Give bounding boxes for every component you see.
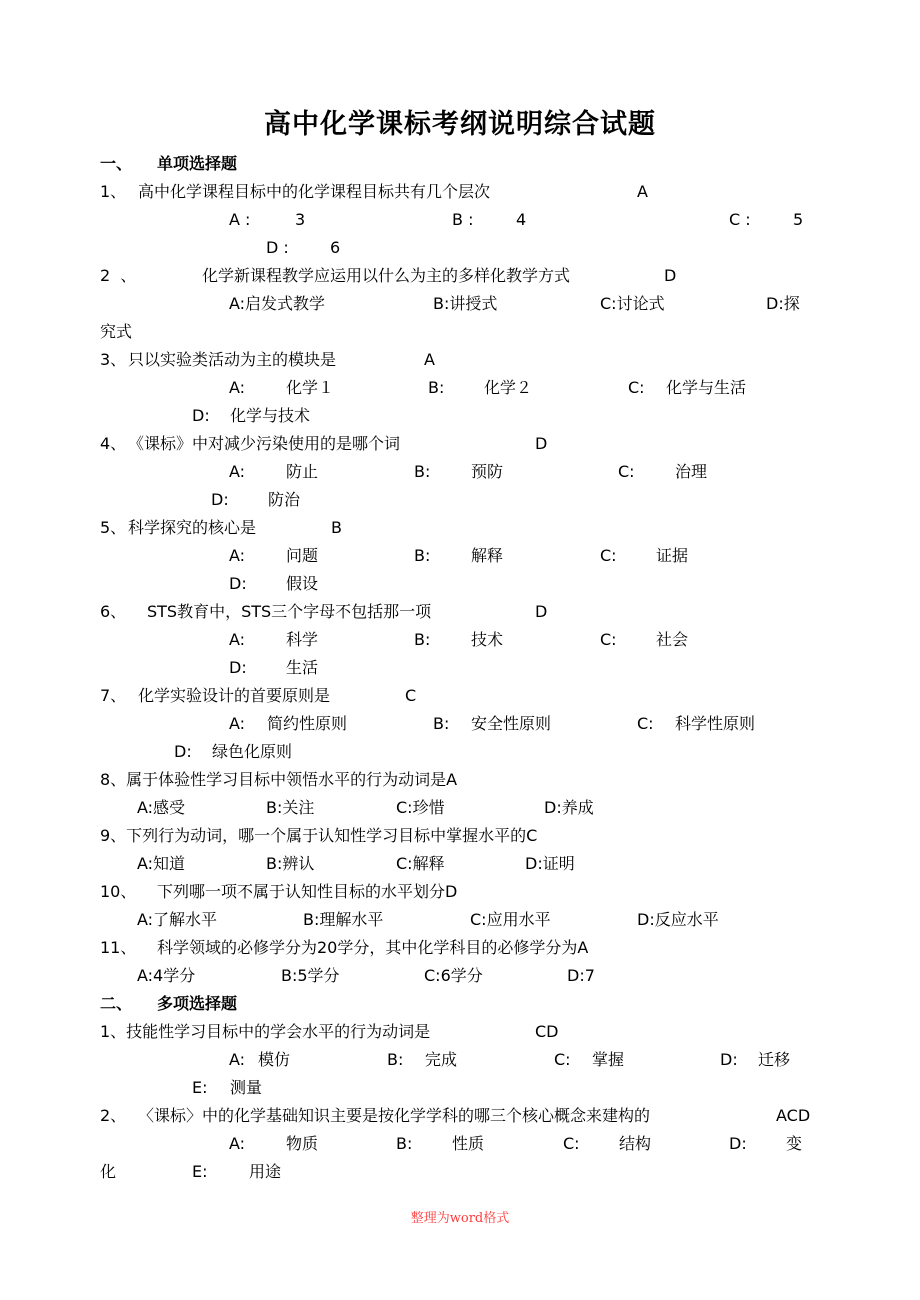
m2-option-b-value: 性质 bbox=[452, 1134, 485, 1153]
m2-text: 〈课标〉中的化学基础知识主要是按化学学科的哪三个核心概念来建构的 bbox=[138, 1106, 651, 1125]
q5-option-c-value: 证据 bbox=[656, 546, 689, 565]
q2-number: 2 、 bbox=[100, 266, 137, 285]
m1-option-e-value: 测量 bbox=[230, 1078, 263, 1097]
m2-option-d-label: D: bbox=[729, 1134, 747, 1153]
q1-option-a-value: 3 bbox=[295, 210, 306, 229]
q3-option-a-label: A: bbox=[229, 378, 246, 397]
q7-option-d-label: D: bbox=[174, 742, 192, 761]
q3-option-d-label: D: bbox=[192, 406, 210, 425]
q11-option-c: C:6学分 bbox=[424, 966, 483, 985]
q2-option-a: A:启发式教学 bbox=[229, 294, 326, 313]
m2-answer: ACD bbox=[776, 1106, 811, 1125]
q2-option-d: D:探 bbox=[766, 294, 800, 313]
section-2-label: 多项选择题 bbox=[157, 994, 238, 1013]
q8-option-c: C:珍惜 bbox=[396, 798, 445, 817]
q5-answer: B bbox=[331, 518, 342, 537]
q3-option-a-value: 化学１ bbox=[286, 378, 335, 397]
m2-option-a-label: A: bbox=[229, 1134, 246, 1153]
m1-option-a-value: 模仿 bbox=[258, 1050, 291, 1069]
q4-answer: D bbox=[535, 434, 548, 453]
section-1-label: 单项选择题 bbox=[157, 154, 238, 173]
m1-option-e-label: E: bbox=[192, 1078, 208, 1097]
m2-option-c-value: 结构 bbox=[619, 1134, 652, 1153]
q10-option-c: C:应用水平 bbox=[470, 910, 551, 929]
q5-option-b-value: 解释 bbox=[471, 546, 504, 565]
q8-text: 8、属于体验性学习目标中领悟水平的行为动词是A bbox=[100, 770, 458, 789]
m2-option-d-value: 变 bbox=[786, 1134, 803, 1153]
m1-option-d-label: D: bbox=[720, 1050, 738, 1069]
q1-option-b-value: 4 bbox=[516, 210, 527, 229]
m1-option-d-value: 迁移 bbox=[758, 1050, 791, 1069]
q7-option-d-value: 绿色化原则 bbox=[212, 742, 293, 761]
q1-option-b-label: B : bbox=[452, 210, 474, 229]
m2-option-e-label: E: bbox=[192, 1162, 208, 1181]
q4-option-c-label: C: bbox=[618, 462, 635, 481]
q11-option-a: A:4学分 bbox=[137, 966, 196, 985]
q2-option-c: C:讨论式 bbox=[600, 294, 665, 313]
q6-option-d-label: D: bbox=[229, 658, 247, 677]
q4-option-a-label: A: bbox=[229, 462, 246, 481]
q4-option-d-value: 防治 bbox=[268, 490, 301, 509]
q5-option-a-value: 问题 bbox=[286, 546, 319, 565]
q3-text: 只以实验类活动为主的模块是 bbox=[128, 350, 337, 369]
document-title: 高中化学课标考纲说明综合试题 bbox=[264, 109, 656, 140]
m1-text: 1、技能性学习目标中的学会水平的行为动词是 bbox=[100, 1022, 431, 1041]
q6-option-b-value: 技术 bbox=[471, 630, 504, 649]
m2-option-a-value: 物质 bbox=[286, 1134, 319, 1153]
q4-option-b-label: B: bbox=[414, 462, 431, 481]
q7-answer: C bbox=[405, 686, 417, 705]
q2-text: 化学新课程教学应运用以什么为主的多样化教学方式 bbox=[202, 266, 571, 285]
q2-answer: D bbox=[664, 266, 677, 285]
q7-text: 化学实验设计的首要原则是 bbox=[138, 686, 331, 705]
m1-option-c-value: 掌握 bbox=[592, 1050, 625, 1069]
section-1-number: 一、 bbox=[100, 154, 133, 173]
q9-text: 9、下列行为动词，哪一个属于认知性学习目标中掌握水平的C bbox=[100, 826, 538, 845]
section-2-number: 二、 bbox=[100, 994, 133, 1013]
m1-option-b-value: 完成 bbox=[425, 1050, 458, 1069]
q4-number: 4、 bbox=[100, 434, 127, 453]
q6-option-a-value: 科学 bbox=[286, 630, 319, 649]
q1-answer: A bbox=[637, 182, 648, 201]
q1-option-c-label: C : bbox=[729, 210, 751, 229]
q8-option-d: D:养成 bbox=[544, 798, 594, 817]
q1-option-d-value: 6 bbox=[330, 238, 341, 257]
q3-answer: A bbox=[424, 350, 435, 369]
q7-option-a-value: 简约性原则 bbox=[267, 714, 348, 733]
q7-option-c-label: C: bbox=[637, 714, 654, 733]
q5-option-d-label: D: bbox=[229, 574, 247, 593]
q10-option-b: B:理解水平 bbox=[303, 910, 384, 929]
q11-number: 11、 bbox=[100, 938, 137, 957]
m2-option-c-label: C: bbox=[563, 1134, 580, 1153]
q7-option-a-label: A: bbox=[229, 714, 246, 733]
q9-option-c: C:解释 bbox=[396, 854, 445, 873]
q6-answer: D bbox=[535, 602, 548, 621]
q4-option-d-label: D: bbox=[211, 490, 229, 509]
q6-text: STS教育中，STS三个字母不包括那一项 bbox=[147, 602, 432, 621]
m2-number: 2、 bbox=[100, 1106, 127, 1125]
m1-option-a-label: A: bbox=[229, 1050, 246, 1069]
q1-option-c-value: 5 bbox=[793, 210, 804, 229]
q2-option-d-continued: 究式 bbox=[100, 322, 133, 341]
q4-option-b-value: 预防 bbox=[471, 462, 504, 481]
q5-option-c-label: C: bbox=[600, 546, 617, 565]
q3-option-b-label: B: bbox=[428, 378, 445, 397]
q7-option-b-value: 安全性原则 bbox=[471, 714, 552, 733]
q10-option-a: A:了解水平 bbox=[137, 910, 218, 929]
q6-option-c-label: C: bbox=[600, 630, 617, 649]
q3-option-c-value: 化学与生活 bbox=[666, 378, 747, 397]
q3-option-d-value: 化学与技术 bbox=[230, 406, 311, 425]
q9-option-a: A:知道 bbox=[137, 854, 186, 873]
q7-option-b-label: B: bbox=[433, 714, 450, 733]
m2-option-d-continued: 化 bbox=[100, 1162, 117, 1181]
q11-option-b: B:5学分 bbox=[281, 966, 340, 985]
q1-option-d-label: D : bbox=[266, 238, 289, 257]
m1-option-b-label: B: bbox=[387, 1050, 404, 1069]
page-footer: 整理为word格式 bbox=[410, 1211, 510, 1226]
m1-option-c-label: C: bbox=[554, 1050, 571, 1069]
q5-number: 5、 bbox=[100, 518, 127, 537]
q11-text: 科学领域的必修学分为20学分，其中化学科目的必修学分为A bbox=[157, 938, 589, 957]
q7-option-c-value: 科学性原则 bbox=[675, 714, 756, 733]
m2-option-e-value: 用途 bbox=[249, 1162, 282, 1181]
m1-answer: CD bbox=[535, 1022, 559, 1041]
q8-option-a: A:感受 bbox=[137, 798, 186, 817]
q8-option-b: B:关注 bbox=[266, 798, 315, 817]
q6-option-a-label: A: bbox=[229, 630, 246, 649]
q4-text: 《课标》中对减少污染使用的是哪个词 bbox=[128, 434, 401, 453]
q6-option-b-label: B: bbox=[414, 630, 431, 649]
q2-option-b: B:讲授式 bbox=[433, 294, 498, 313]
q5-option-b-label: B: bbox=[414, 546, 431, 565]
q4-option-a-value: 防止 bbox=[286, 462, 319, 481]
m2-option-b-label: B: bbox=[396, 1134, 413, 1153]
q9-option-b: B:辨认 bbox=[266, 854, 315, 873]
q7-number: 7、 bbox=[100, 686, 127, 705]
q5-option-d-value: 假设 bbox=[286, 574, 319, 593]
q10-option-d: D:反应水平 bbox=[637, 910, 719, 929]
q6-number: 6、 bbox=[100, 602, 127, 621]
q3-option-b-value: 化学２ bbox=[484, 378, 533, 397]
q11-option-d: D:7 bbox=[567, 966, 595, 985]
q3-number: 3、 bbox=[100, 350, 127, 369]
q1-text: 高中化学课程目标中的化学课程目标共有几个层次 bbox=[138, 182, 491, 201]
q9-option-d: D:证明 bbox=[525, 854, 575, 873]
q3-option-c-label: C: bbox=[628, 378, 645, 397]
q10-text: 下列哪一项不属于认知性目标的水平划分D bbox=[157, 882, 458, 901]
q5-option-a-label: A: bbox=[229, 546, 246, 565]
q5-text: 科学探究的核心是 bbox=[128, 518, 257, 537]
q6-option-d-value: 生活 bbox=[286, 658, 319, 677]
q10-number: 10、 bbox=[100, 882, 137, 901]
q1-option-a-label: A : bbox=[229, 210, 251, 229]
q1-number: 1、 bbox=[100, 182, 127, 201]
q6-option-c-value: 社会 bbox=[656, 630, 689, 649]
q4-option-c-value: 治理 bbox=[675, 462, 708, 481]
